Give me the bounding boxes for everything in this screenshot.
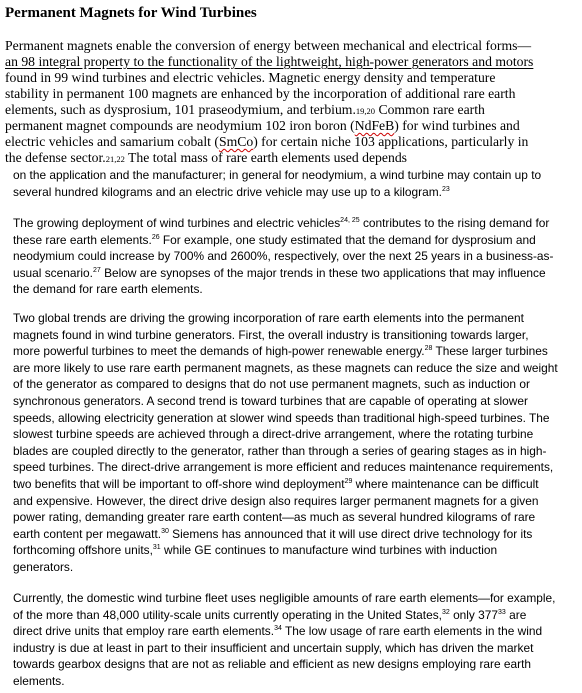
paragraph-3: [13, 310, 579, 576]
paragraph-2: [13, 215, 579, 298]
footnote-ref: 27: [92, 266, 101, 274]
footnote-ref: 29: [344, 477, 353, 485]
text-span: are more likely to use rare earth permanent magnets, as these magnets can reduce the size and weight: [13, 360, 558, 375]
text-span: towards gearbox designs that are not as reliable and efficient as new designs employing rare earth: [13, 657, 531, 672]
citation-ref: 21,22: [105, 154, 125, 164]
text-span: direct drive units that employ rare earth elements.: [13, 624, 275, 639]
text-line: [13, 607, 579, 624]
text-span: The low usage of rare earth elements in the wind: [281, 624, 543, 639]
text-span: several hundred kilograms and an electric drive vehicle may use up to a kilogram.: [13, 184, 442, 199]
spellcheck-word: NdFeB: [354, 118, 395, 133]
text-span: the demand for rare earth elements.: [13, 282, 203, 297]
text-span: of the generator as compared to designs that do not use permanent magnets, such as induction or: [13, 377, 530, 392]
text-span: found in 99 wind turbines and electric vehicles. Magnetic energy density and temperature: [5, 70, 496, 85]
text-line: [13, 673, 579, 690]
text-span: speeds, allowing electricity generation at slower wind speeds than traditional high-speed turbines. The: [13, 410, 550, 425]
footnote-ref: 28: [424, 345, 433, 353]
text-span: elements, such as dysprosium, 101 praseodymium, and terbium.: [5, 102, 356, 117]
text-line: [13, 167, 579, 184]
footnote-ref: 23: [441, 185, 450, 193]
text-span: ) for certain niche 103 applications, particularly in: [253, 134, 529, 149]
text-span: where maintenance can be difficult: [352, 476, 539, 491]
text-line: [13, 590, 579, 607]
text-span: permanent magnet compounds are neodymium 102 iron boron (: [5, 118, 355, 133]
text-span: ) for wind turbines and: [394, 118, 520, 133]
text-line: [5, 134, 579, 150]
text-span: elements.: [13, 673, 65, 688]
text-span: generators.: [13, 559, 74, 574]
text-line: [13, 327, 579, 344]
text-span: of the more than 48,000 utility-scale units currently operating in the United States,: [13, 607, 442, 622]
text-span: on the application and the manufacturer; in general for neodymium, a wind turbine may contain up to: [13, 168, 542, 182]
text-span: The growing deployment of wind turbines and electric vehicles: [13, 216, 341, 230]
footnote-ref: 30: [161, 527, 169, 535]
text-line: [5, 86, 579, 102]
text-line: [5, 38, 579, 54]
text-line: [13, 493, 579, 510]
text-line: [13, 215, 579, 232]
text-span: For example, one study estimated that the demand for dysprosium and: [159, 232, 536, 247]
text-span: and expensive. However, the direct drive design also requires larger permanent magnets for a given: [13, 493, 539, 508]
paragraph-1: [13, 167, 579, 200]
text-span: slowest turbine speeds are achieved through a direct-drive arrangement, where the rotating turbine: [13, 427, 534, 442]
text-line: [5, 118, 579, 134]
text-span: earth content per megawatt.: [13, 526, 162, 541]
text-line: [13, 623, 579, 640]
text-line: [13, 360, 579, 377]
footnote-ref: 24, 25: [340, 217, 360, 224]
text-line: [13, 310, 579, 327]
intro-paragraph: [5, 38, 579, 166]
text-span: an 98 integral property to the functionality of the lightweight, high-power generators and motors: [5, 54, 534, 69]
footnote-ref: 26: [151, 233, 160, 241]
text-span: these rare earth elements.: [13, 232, 152, 247]
text-span: usual scenario.: [13, 265, 93, 280]
text-line: [13, 393, 579, 410]
text-span: synchronous generators. A second trend is toward turbines that are capable of operating at slower: [13, 393, 528, 408]
text-span: speed turbines. The direct-drive arrangement is more efficient and reduces maintenance requirements,: [13, 460, 554, 475]
text-line: [13, 526, 579, 543]
text-span: Below are synopses of the major trends in these two applications that may influence: [100, 265, 546, 280]
text-line: [13, 542, 579, 559]
text-line: [13, 184, 579, 201]
text-span: blades are coupled directly to the generator, rather than through a series of gearing stages as in high-: [13, 443, 547, 458]
text-line: [13, 656, 579, 673]
text-line: [13, 559, 579, 576]
citation-ref: 19,20: [355, 106, 376, 116]
text-line: [13, 509, 579, 526]
paragraph-4: [13, 590, 579, 690]
text-line: [13, 476, 579, 493]
text-span: are: [505, 607, 527, 622]
spellcheck-word: SmCo: [218, 134, 254, 149]
text-line: [13, 443, 579, 460]
text-span: electric vehicles and samarium cobalt (: [5, 134, 219, 149]
section-heading: Permanent Magnets for Wind Turbines: [5, 5, 257, 21]
footnote-ref: 32: [441, 608, 450, 616]
text-span: industry is due at least in part to their insufficient and uncertain supply, which has driven the market: [13, 640, 534, 655]
text-span: The total mass of rare earth elements used depends: [124, 150, 407, 165]
text-line: [5, 54, 579, 70]
text-span: forthcoming offshore units,: [13, 543, 153, 558]
text-span: only 377: [449, 607, 499, 622]
text-span: two benefits that will be important to off-shore wind deployment: [13, 476, 345, 491]
text-span: Siemens has announced that it will use direct drive technology for its: [168, 526, 533, 541]
text-line: [13, 426, 579, 443]
text-span: while GE continues to manufacture wind turbines with induction: [160, 543, 498, 558]
text-span: stability in permanent 100 magnets are enhanced by the incorporation of additional rare earth: [5, 86, 516, 101]
text-span: power rating, demanding greater rare earth content—as much as several hundred kilograms of rare: [13, 510, 536, 525]
text-line: [13, 248, 579, 265]
text-line: [13, 265, 579, 282]
text-line: [13, 410, 579, 427]
footnote-ref: 34: [274, 625, 282, 633]
text-line: [13, 343, 579, 360]
text-span: the defense sector.: [5, 150, 106, 165]
text-span: contributes to the rising demand for: [359, 216, 550, 230]
text-span: These larger turbines: [432, 344, 548, 359]
text-line: [13, 459, 579, 476]
text-line: [5, 150, 579, 166]
text-span: Common rare earth: [375, 102, 485, 117]
text-line: [5, 70, 579, 86]
text-line: [13, 376, 579, 393]
text-line: [13, 281, 579, 298]
text-span: Permanent magnets enable the conversion of energy between mechanical and electrical forms—: [5, 38, 532, 53]
text-span: magnets found in wind turbine generators. First, the overall industry is transitioning towards larger,: [13, 327, 529, 342]
footnote-ref: 33: [498, 608, 506, 616]
text-line: [13, 640, 579, 657]
text-span: neodymium could increase by 700% and 2600%, respectively, over the next 25 years in a business-as-: [13, 249, 554, 264]
text-span: Currently, the domestic wind turbine fleet uses negligible amounts of rare earth elements—for example,: [13, 591, 556, 605]
text-line: [13, 232, 579, 249]
footnote-ref: 31: [152, 544, 161, 552]
text-span: Two global trends are driving the growing incorporation of rare earth elements into the permanent: [13, 311, 524, 325]
text-span: more powerful turbines to meet the demands of high-power renewable energy.: [13, 344, 425, 359]
text-line: [5, 102, 579, 118]
